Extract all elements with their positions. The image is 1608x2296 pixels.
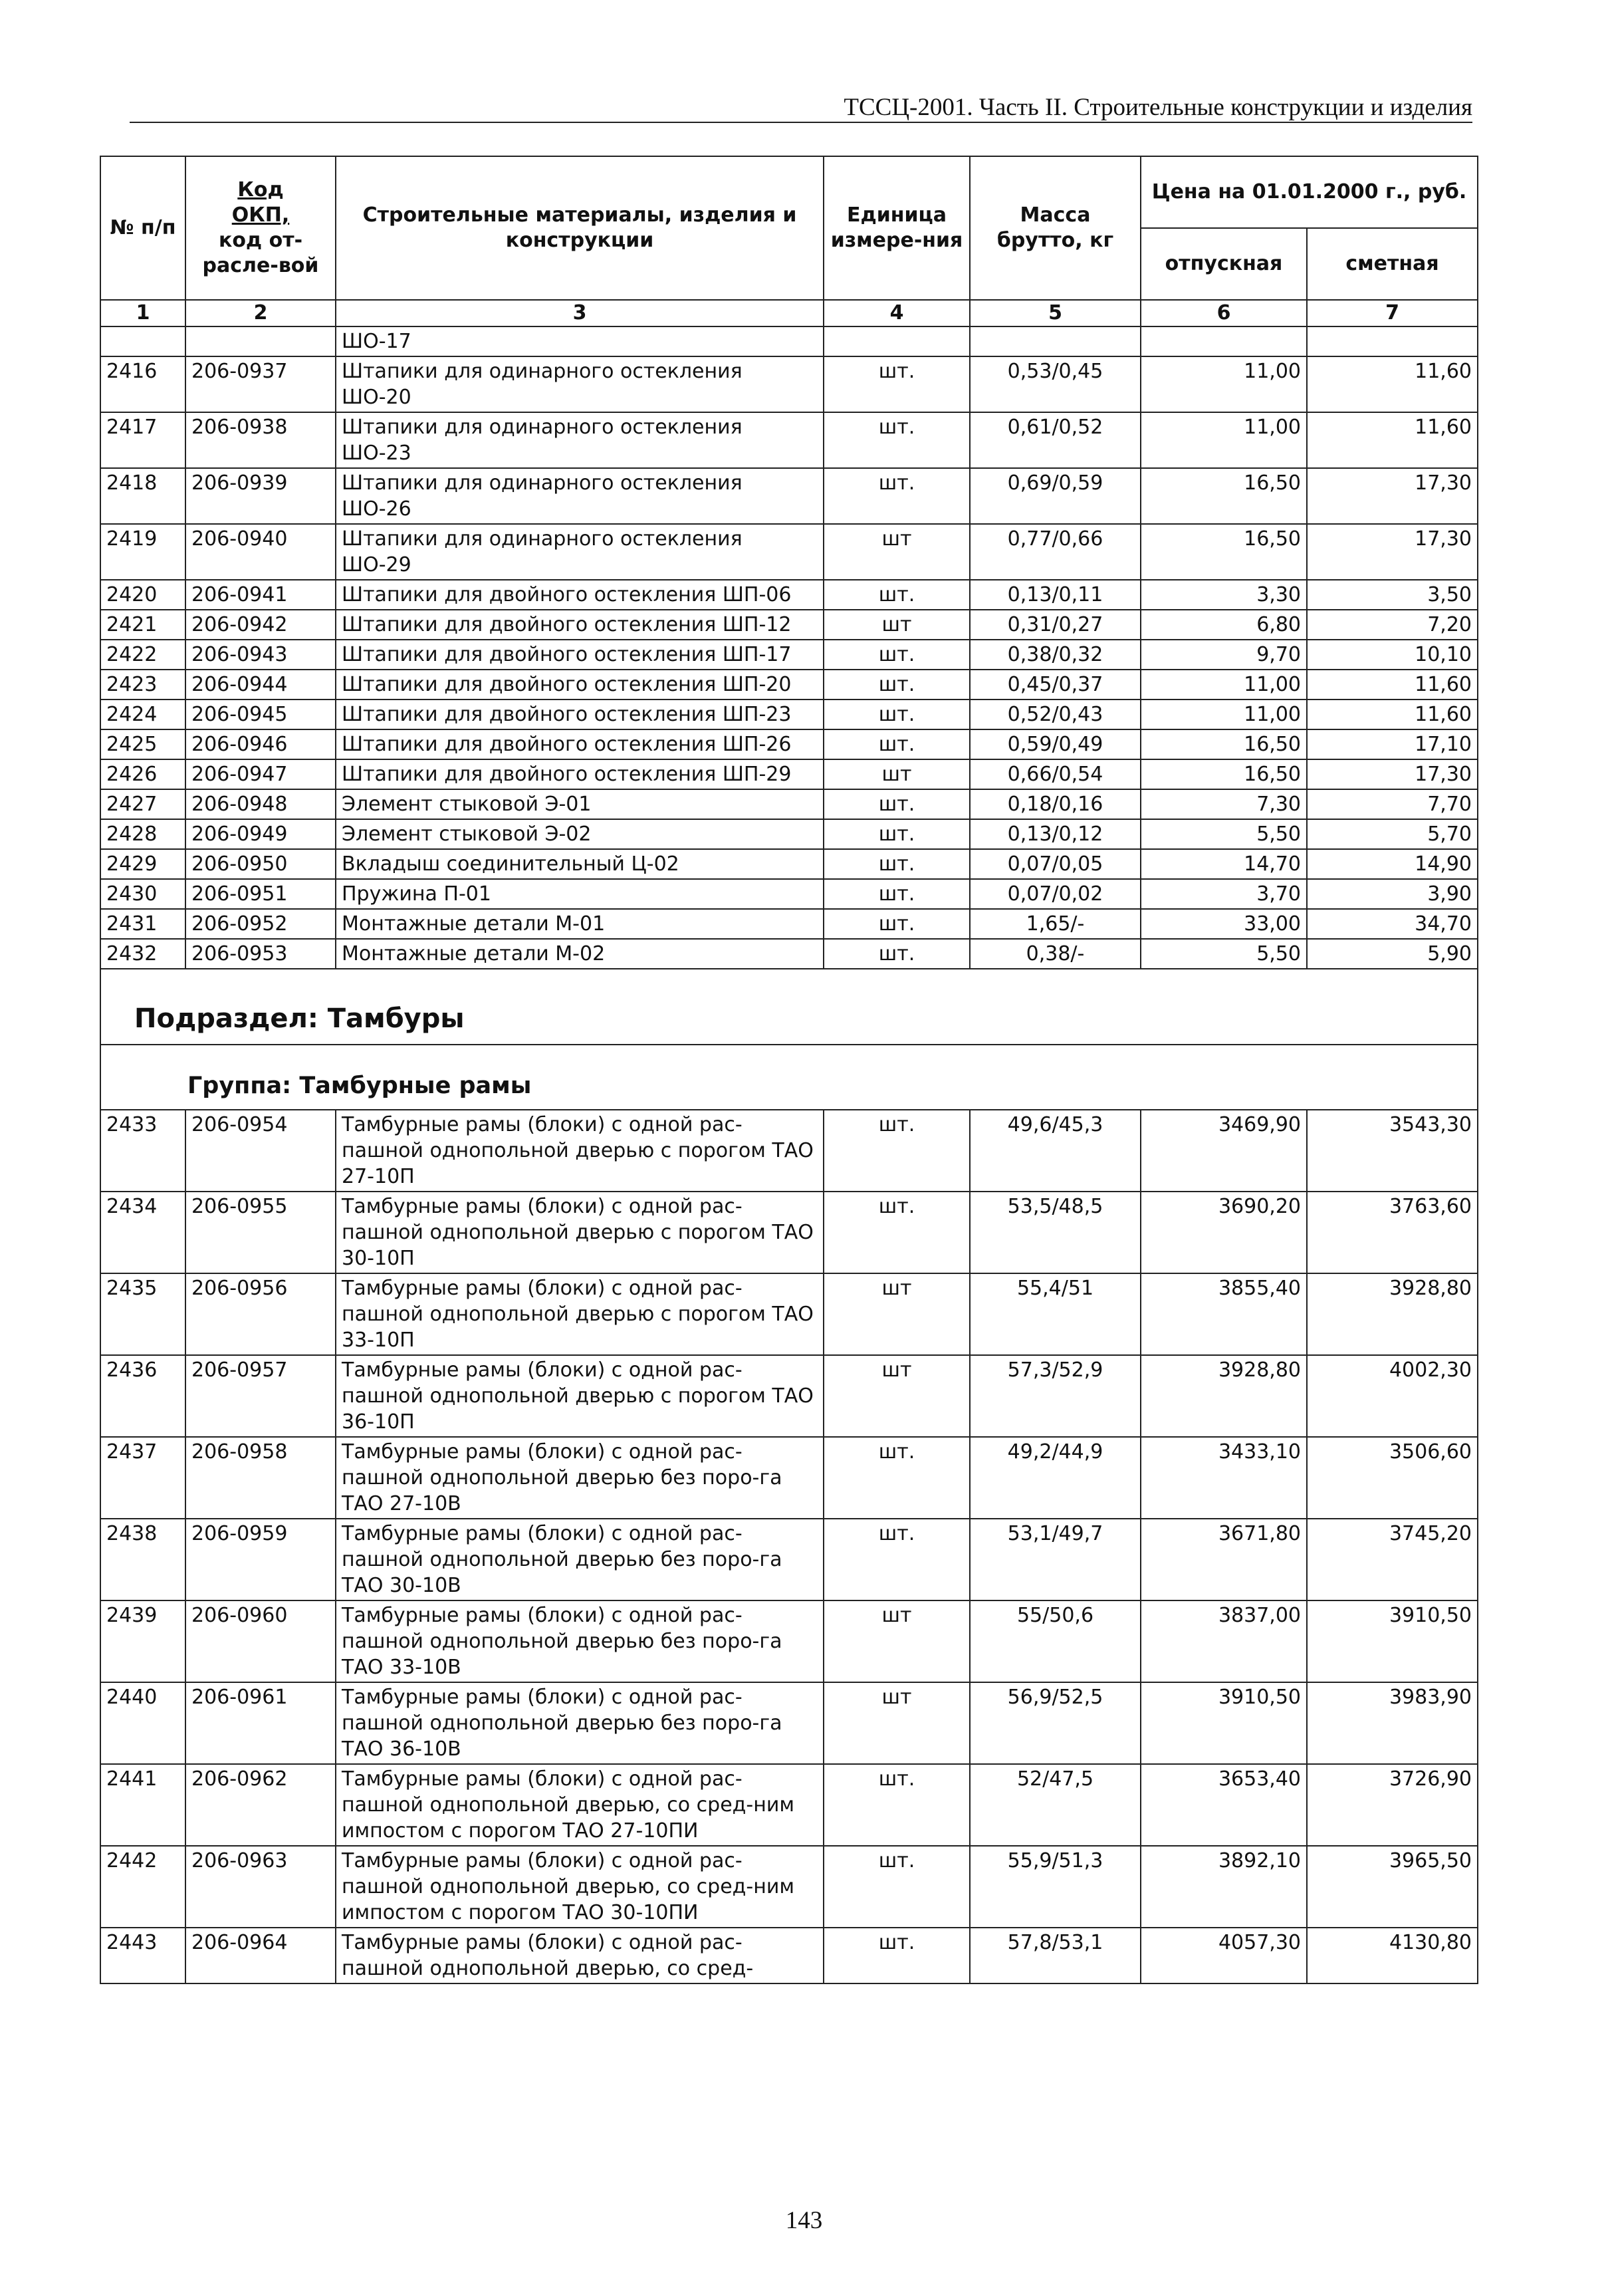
row-mass: 0,07/0,05: [970, 849, 1141, 879]
empty-cell: [100, 326, 185, 356]
col-number: 4: [824, 300, 970, 326]
row-name: Элемент стыковой Э-02: [336, 819, 824, 849]
row-number: 2426: [100, 759, 185, 789]
col-header-release: отпускная: [1141, 228, 1307, 300]
row-unit: шт.: [824, 1928, 970, 1983]
row-unit: шт: [824, 610, 970, 640]
table-row: [100, 849, 1478, 879]
row-price-estimate: 14,90: [1307, 849, 1478, 879]
row-mass: 1,65/-: [970, 909, 1141, 939]
table-row: [100, 1846, 1478, 1928]
table-row: [100, 1273, 1478, 1355]
row-name: Штапики для двойного остекления ШП-29: [336, 759, 824, 789]
row-price-estimate: 34,70: [1307, 909, 1478, 939]
row-unit: шт.: [824, 819, 970, 849]
row-code: 206-0962: [185, 1764, 336, 1846]
empty-cell: [970, 326, 1141, 356]
row-price-release: 3855,40: [1141, 1273, 1307, 1355]
row-number: 2436: [100, 1355, 185, 1437]
row-unit: шт.: [824, 909, 970, 939]
row-mass: 0,31/0,27: [970, 610, 1141, 640]
row-code: 206-0950: [185, 849, 336, 879]
row-price-release: 3892,10: [1141, 1846, 1307, 1928]
row-price-estimate: 11,60: [1307, 700, 1478, 729]
row-code: 206-0939: [185, 468, 336, 524]
row-unit: шт: [824, 759, 970, 789]
row-unit: шт: [824, 524, 970, 580]
empty-cell: [1141, 326, 1307, 356]
row-unit: шт.: [824, 1846, 970, 1928]
row-unit: шт.: [824, 670, 970, 700]
row-mass: 0,13/0,12: [970, 819, 1141, 849]
row-name: Монтажные детали М-01: [336, 909, 824, 939]
row-number: 2418: [100, 468, 185, 524]
row-price-release: 9,70: [1141, 640, 1307, 670]
col-header-code-line2: ОКП,: [231, 203, 290, 227]
row-price-estimate: 3928,80: [1307, 1273, 1478, 1355]
row-mass: 0,38/0,32: [970, 640, 1141, 670]
row-code: 206-0946: [185, 729, 336, 759]
row-price-release: 5,50: [1141, 939, 1307, 969]
row-price-estimate: 10,10: [1307, 640, 1478, 670]
table-row: [100, 1355, 1478, 1437]
row-name: Тамбурные рамы (блоки) с одной рас-пашной однопольной дверью с порогом ТАО 30-10П: [336, 1192, 824, 1273]
row-code: 206-0951: [185, 879, 336, 909]
row-mass: 0,53/0,45: [970, 356, 1141, 412]
row-price-estimate: 3506,60: [1307, 1437, 1478, 1519]
row-mass: 0,38/-: [970, 939, 1141, 969]
row-mass: 0,07/0,02: [970, 879, 1141, 909]
row-unit: шт.: [824, 1110, 970, 1192]
row-price-release: 11,00: [1141, 412, 1307, 468]
row-price-estimate: 3,90: [1307, 879, 1478, 909]
row-mass: 55,9/51,3: [970, 1846, 1141, 1928]
row-name: Штапики для двойного остекления ШП-12: [336, 610, 824, 640]
row-price-estimate: 17,30: [1307, 524, 1478, 580]
row-unit: шт.: [824, 939, 970, 969]
table-row: [100, 1192, 1478, 1273]
row-price-estimate: 17,30: [1307, 759, 1478, 789]
row-number: 2435: [100, 1273, 185, 1355]
table-row: [100, 1928, 1478, 1983]
table-row: [100, 356, 1478, 412]
row-price-estimate: 3745,20: [1307, 1519, 1478, 1600]
row-unit: шт.: [824, 640, 970, 670]
row-name: Тамбурные рамы (блоки) с одной рас-пашной однопольной дверью с порогом ТАО 33-10П: [336, 1273, 824, 1355]
row-price-estimate: 11,60: [1307, 670, 1478, 700]
row-name: Монтажные детали М-02: [336, 939, 824, 969]
row-number: 2442: [100, 1846, 185, 1928]
row-code: 206-0943: [185, 640, 336, 670]
row-unit: шт.: [824, 789, 970, 819]
col-header-code-line1: Код: [237, 178, 284, 201]
row-name: Штапики для двойного остекления ШП-20: [336, 670, 824, 700]
row-unit: шт.: [824, 1519, 970, 1600]
row-mass: 57,3/52,9: [970, 1355, 1141, 1437]
row-price-release: 33,00: [1141, 909, 1307, 939]
row-price-estimate: 4130,80: [1307, 1928, 1478, 1983]
row-mass: 57,8/53,1: [970, 1928, 1141, 1983]
row-code: 206-0937: [185, 356, 336, 412]
row-unit: шт.: [824, 729, 970, 759]
row-price-estimate: 11,60: [1307, 356, 1478, 412]
row-mass: 53,5/48,5: [970, 1192, 1141, 1273]
continuation-text: ШО-17: [336, 326, 824, 356]
row-price-estimate: 3910,50: [1307, 1600, 1478, 1682]
row-name: Тамбурные рамы (блоки) с одной рас-пашной однопольной дверью с порогом ТАО 36-10П: [336, 1355, 824, 1437]
row-code: 206-0959: [185, 1519, 336, 1600]
page-number: 143: [785, 2207, 823, 2234]
row-name: Штапики для одинарного остекления ШО-20: [336, 356, 824, 412]
price-table: [100, 156, 1478, 1984]
row-number: 2424: [100, 700, 185, 729]
row-code: 206-0938: [185, 412, 336, 468]
row-name: Тамбурные рамы (блоки) с одной рас-пашной однопольной дверью, со сред-: [336, 1928, 824, 1983]
table-row: [100, 1682, 1478, 1764]
row-name: Тамбурные рамы (блоки) с одной рас-пашной однопольной дверью без поро-га ТАО 27-10В: [336, 1437, 824, 1519]
row-price-estimate: 3543,30: [1307, 1110, 1478, 1192]
row-price-estimate: 3763,60: [1307, 1192, 1478, 1273]
row-name: Штапики для двойного остекления ШП-17: [336, 640, 824, 670]
table-row: [100, 524, 1478, 580]
row-mass: 0,77/0,66: [970, 524, 1141, 580]
row-unit: шт.: [824, 468, 970, 524]
row-price-estimate: 3983,90: [1307, 1682, 1478, 1764]
row-number: 2434: [100, 1192, 185, 1273]
row-code: 206-0940: [185, 524, 336, 580]
row-number: 2430: [100, 879, 185, 909]
row-code: 206-0953: [185, 939, 336, 969]
col-header-no: № п/п: [100, 156, 185, 300]
row-mass: 0,13/0,11: [970, 580, 1141, 610]
row-unit: шт.: [824, 700, 970, 729]
table-row: [100, 1437, 1478, 1519]
row-mass: 56,9/52,5: [970, 1682, 1141, 1764]
table-row: [100, 819, 1478, 849]
col-header-estimate: сметная: [1307, 228, 1478, 300]
row-price-release: 11,00: [1141, 356, 1307, 412]
table-row: [100, 939, 1478, 969]
row-price-estimate: 5,90: [1307, 939, 1478, 969]
row-code: 206-0956: [185, 1273, 336, 1355]
group-title: Группа: Тамбурные рамы: [100, 1045, 1478, 1110]
row-name: Штапики для одинарного остекления ШО-29: [336, 524, 824, 580]
table-row: [100, 729, 1478, 759]
col-header-unit: Единица измере-ния: [824, 156, 970, 300]
row-price-estimate: 7,70: [1307, 789, 1478, 819]
row-mass: 49,6/45,3: [970, 1110, 1141, 1192]
row-price-release: 3433,10: [1141, 1437, 1307, 1519]
table-row: [100, 610, 1478, 640]
row-unit: шт.: [824, 849, 970, 879]
row-number: 2420: [100, 580, 185, 610]
table-row: [100, 670, 1478, 700]
table-row: [100, 759, 1478, 789]
row-unit: шт: [824, 1355, 970, 1437]
row-mass: 52/47,5: [970, 1764, 1141, 1846]
col-number: 2: [185, 300, 336, 326]
row-number: 2429: [100, 849, 185, 879]
row-price-release: 3653,40: [1141, 1764, 1307, 1846]
table-row: [100, 1764, 1478, 1846]
row-unit: шт.: [824, 356, 970, 412]
col-header-mass: Масса брутто, кг: [970, 156, 1141, 300]
row-name: Элемент стыковой Э-01: [336, 789, 824, 819]
row-name: Тамбурные рамы (блоки) с одной рас-пашной однопольной дверью без поро-га ТАО 30-10В: [336, 1519, 824, 1600]
row-number: 2417: [100, 412, 185, 468]
empty-cell: [185, 326, 336, 356]
table-row: [100, 909, 1478, 939]
row-mass: 53,1/49,7: [970, 1519, 1141, 1600]
row-mass: 0,45/0,37: [970, 670, 1141, 700]
row-number: 2439: [100, 1600, 185, 1682]
row-unit: шт.: [824, 580, 970, 610]
row-number: 2416: [100, 356, 185, 412]
row-name: Штапики для одинарного остекления ШО-26: [336, 468, 824, 524]
col-header-price: Цена на 01.01.2000 г., руб.: [1141, 156, 1478, 228]
row-code: 206-0958: [185, 1437, 336, 1519]
row-price-release: 11,00: [1141, 670, 1307, 700]
row-price-release: 3469,90: [1141, 1110, 1307, 1192]
row-number: 2425: [100, 729, 185, 759]
col-number: 6: [1141, 300, 1307, 326]
row-number: 2419: [100, 524, 185, 580]
row-code: 206-0952: [185, 909, 336, 939]
row-unit: шт: [824, 1682, 970, 1764]
table-row: [100, 700, 1478, 729]
row-code: 206-0955: [185, 1192, 336, 1273]
table-row: [100, 580, 1478, 610]
row-mass: 0,59/0,49: [970, 729, 1141, 759]
row-code: 206-0960: [185, 1600, 336, 1682]
row-mass: 0,52/0,43: [970, 700, 1141, 729]
row-name: Тамбурные рамы (блоки) с одной рас-пашной однопольной дверью, со сред-ним импостом с порогом ТАО 27-10ПИ: [336, 1764, 824, 1846]
row-price-estimate: 3726,90: [1307, 1764, 1478, 1846]
row-price-release: 3910,50: [1141, 1682, 1307, 1764]
row-price-estimate: 3965,50: [1307, 1846, 1478, 1928]
empty-cell: [824, 326, 970, 356]
row-price-release: 16,50: [1141, 759, 1307, 789]
table-row: [100, 412, 1478, 468]
row-code: 206-0957: [185, 1355, 336, 1437]
col-number: 7: [1307, 300, 1478, 326]
row-mass: 55,4/51: [970, 1273, 1141, 1355]
row-code: 206-0948: [185, 789, 336, 819]
row-code: 206-0942: [185, 610, 336, 640]
col-header-code-line3: код от-расле-вой: [202, 229, 319, 277]
row-price-release: 16,50: [1141, 729, 1307, 759]
row-price-release: 7,30: [1141, 789, 1307, 819]
row-name: Вкладыш соединительный Ц-02: [336, 849, 824, 879]
row-price-release: 16,50: [1141, 468, 1307, 524]
row-number: 2431: [100, 909, 185, 939]
header-rule: [130, 122, 1472, 123]
empty-cell: [1307, 326, 1478, 356]
row-name: Тамбурные рамы (блоки) с одной рас-пашной однопольной дверью без поро-га ТАО 36-10В: [336, 1682, 824, 1764]
row-name: Штапики для одинарного остекления ШО-23: [336, 412, 824, 468]
table-row: [100, 640, 1478, 670]
row-number: 2433: [100, 1110, 185, 1192]
row-price-release: 3690,20: [1141, 1192, 1307, 1273]
row-code: 206-0963: [185, 1846, 336, 1928]
row-mass: 55/50,6: [970, 1600, 1141, 1682]
row-price-estimate: 17,10: [1307, 729, 1478, 759]
row-price-estimate: 4002,30: [1307, 1355, 1478, 1437]
row-number: 2437: [100, 1437, 185, 1519]
row-number: 2422: [100, 640, 185, 670]
row-code: 206-0949: [185, 819, 336, 849]
table-row: [100, 468, 1478, 524]
row-mass: 0,66/0,54: [970, 759, 1141, 789]
row-price-release: 4057,30: [1141, 1928, 1307, 1983]
row-name: Штапики для двойного остекления ШП-26: [336, 729, 824, 759]
col-header-code: [185, 156, 336, 300]
row-number: 2428: [100, 819, 185, 849]
page-header: ТССЦ-2001. Часть II. Строительные конструкции и изделия: [844, 94, 1472, 121]
row-number: 2438: [100, 1519, 185, 1600]
row-unit: шт.: [824, 1192, 970, 1273]
row-name: Тамбурные рамы (блоки) с одной рас-пашной однопольной дверью, со сред-ним импостом с порогом ТАО 30-10ПИ: [336, 1846, 824, 1928]
col-number: 3: [336, 300, 824, 326]
row-number: 2441: [100, 1764, 185, 1846]
row-price-release: 6,80: [1141, 610, 1307, 640]
table-row: [100, 1600, 1478, 1682]
table-row: [100, 1110, 1478, 1192]
row-price-release: 11,00: [1141, 700, 1307, 729]
row-unit: шт.: [824, 1764, 970, 1846]
row-number: 2443: [100, 1928, 185, 1983]
row-number: 2432: [100, 939, 185, 969]
row-code: 206-0941: [185, 580, 336, 610]
row-code: 206-0944: [185, 670, 336, 700]
row-name: Тамбурные рамы (блоки) с одной рас-пашной однопольной дверью без поро-га ТАО 33-10В: [336, 1600, 824, 1682]
row-price-release: 14,70: [1141, 849, 1307, 879]
row-name: Пружина П-01: [336, 879, 824, 909]
row-code: 206-0954: [185, 1110, 336, 1192]
row-code: 206-0945: [185, 700, 336, 729]
table-row: [100, 879, 1478, 909]
row-code: 206-0947: [185, 759, 336, 789]
row-unit: шт.: [824, 1437, 970, 1519]
row-name: Тамбурные рамы (блоки) с одной рас-пашной однопольной дверью с порогом ТАО 27-10П: [336, 1110, 824, 1192]
row-unit: шт: [824, 1273, 970, 1355]
row-number: 2427: [100, 789, 185, 819]
col-number: 5: [970, 300, 1141, 326]
row-price-estimate: 17,30: [1307, 468, 1478, 524]
row-mass: 0,61/0,52: [970, 412, 1141, 468]
row-price-release: 3837,00: [1141, 1600, 1307, 1682]
row-price-estimate: 3,50: [1307, 580, 1478, 610]
row-code: 206-0964: [185, 1928, 336, 1983]
row-price-release: 16,50: [1141, 524, 1307, 580]
table-row: [100, 789, 1478, 819]
row-price-release: 3,30: [1141, 580, 1307, 610]
row-price-estimate: 7,20: [1307, 610, 1478, 640]
row-price-release: 3,70: [1141, 879, 1307, 909]
row-price-estimate: 5,70: [1307, 819, 1478, 849]
row-code: 206-0961: [185, 1682, 336, 1764]
row-price-release: 3928,80: [1141, 1355, 1307, 1437]
row-price-release: 3671,80: [1141, 1519, 1307, 1600]
row-name: Штапики для двойного остекления ШП-23: [336, 700, 824, 729]
row-name: Штапики для двойного остекления ШП-06: [336, 580, 824, 610]
row-number: 2440: [100, 1682, 185, 1764]
col-header-name: Строительные материалы, изделия и конструкции: [336, 156, 824, 300]
row-mass: 0,69/0,59: [970, 468, 1141, 524]
subsection-title: Подраздел: Тамбуры: [100, 969, 1478, 1045]
row-mass: 0,18/0,16: [970, 789, 1141, 819]
row-price-estimate: 11,60: [1307, 412, 1478, 468]
row-mass: 49,2/44,9: [970, 1437, 1141, 1519]
row-number: 2421: [100, 610, 185, 640]
row-unit: шт.: [824, 412, 970, 468]
row-price-release: 5,50: [1141, 819, 1307, 849]
row-number: 2423: [100, 670, 185, 700]
row-unit: шт.: [824, 879, 970, 909]
table-row: [100, 1519, 1478, 1600]
row-unit: шт: [824, 1600, 970, 1682]
col-number: 1: [100, 300, 185, 326]
